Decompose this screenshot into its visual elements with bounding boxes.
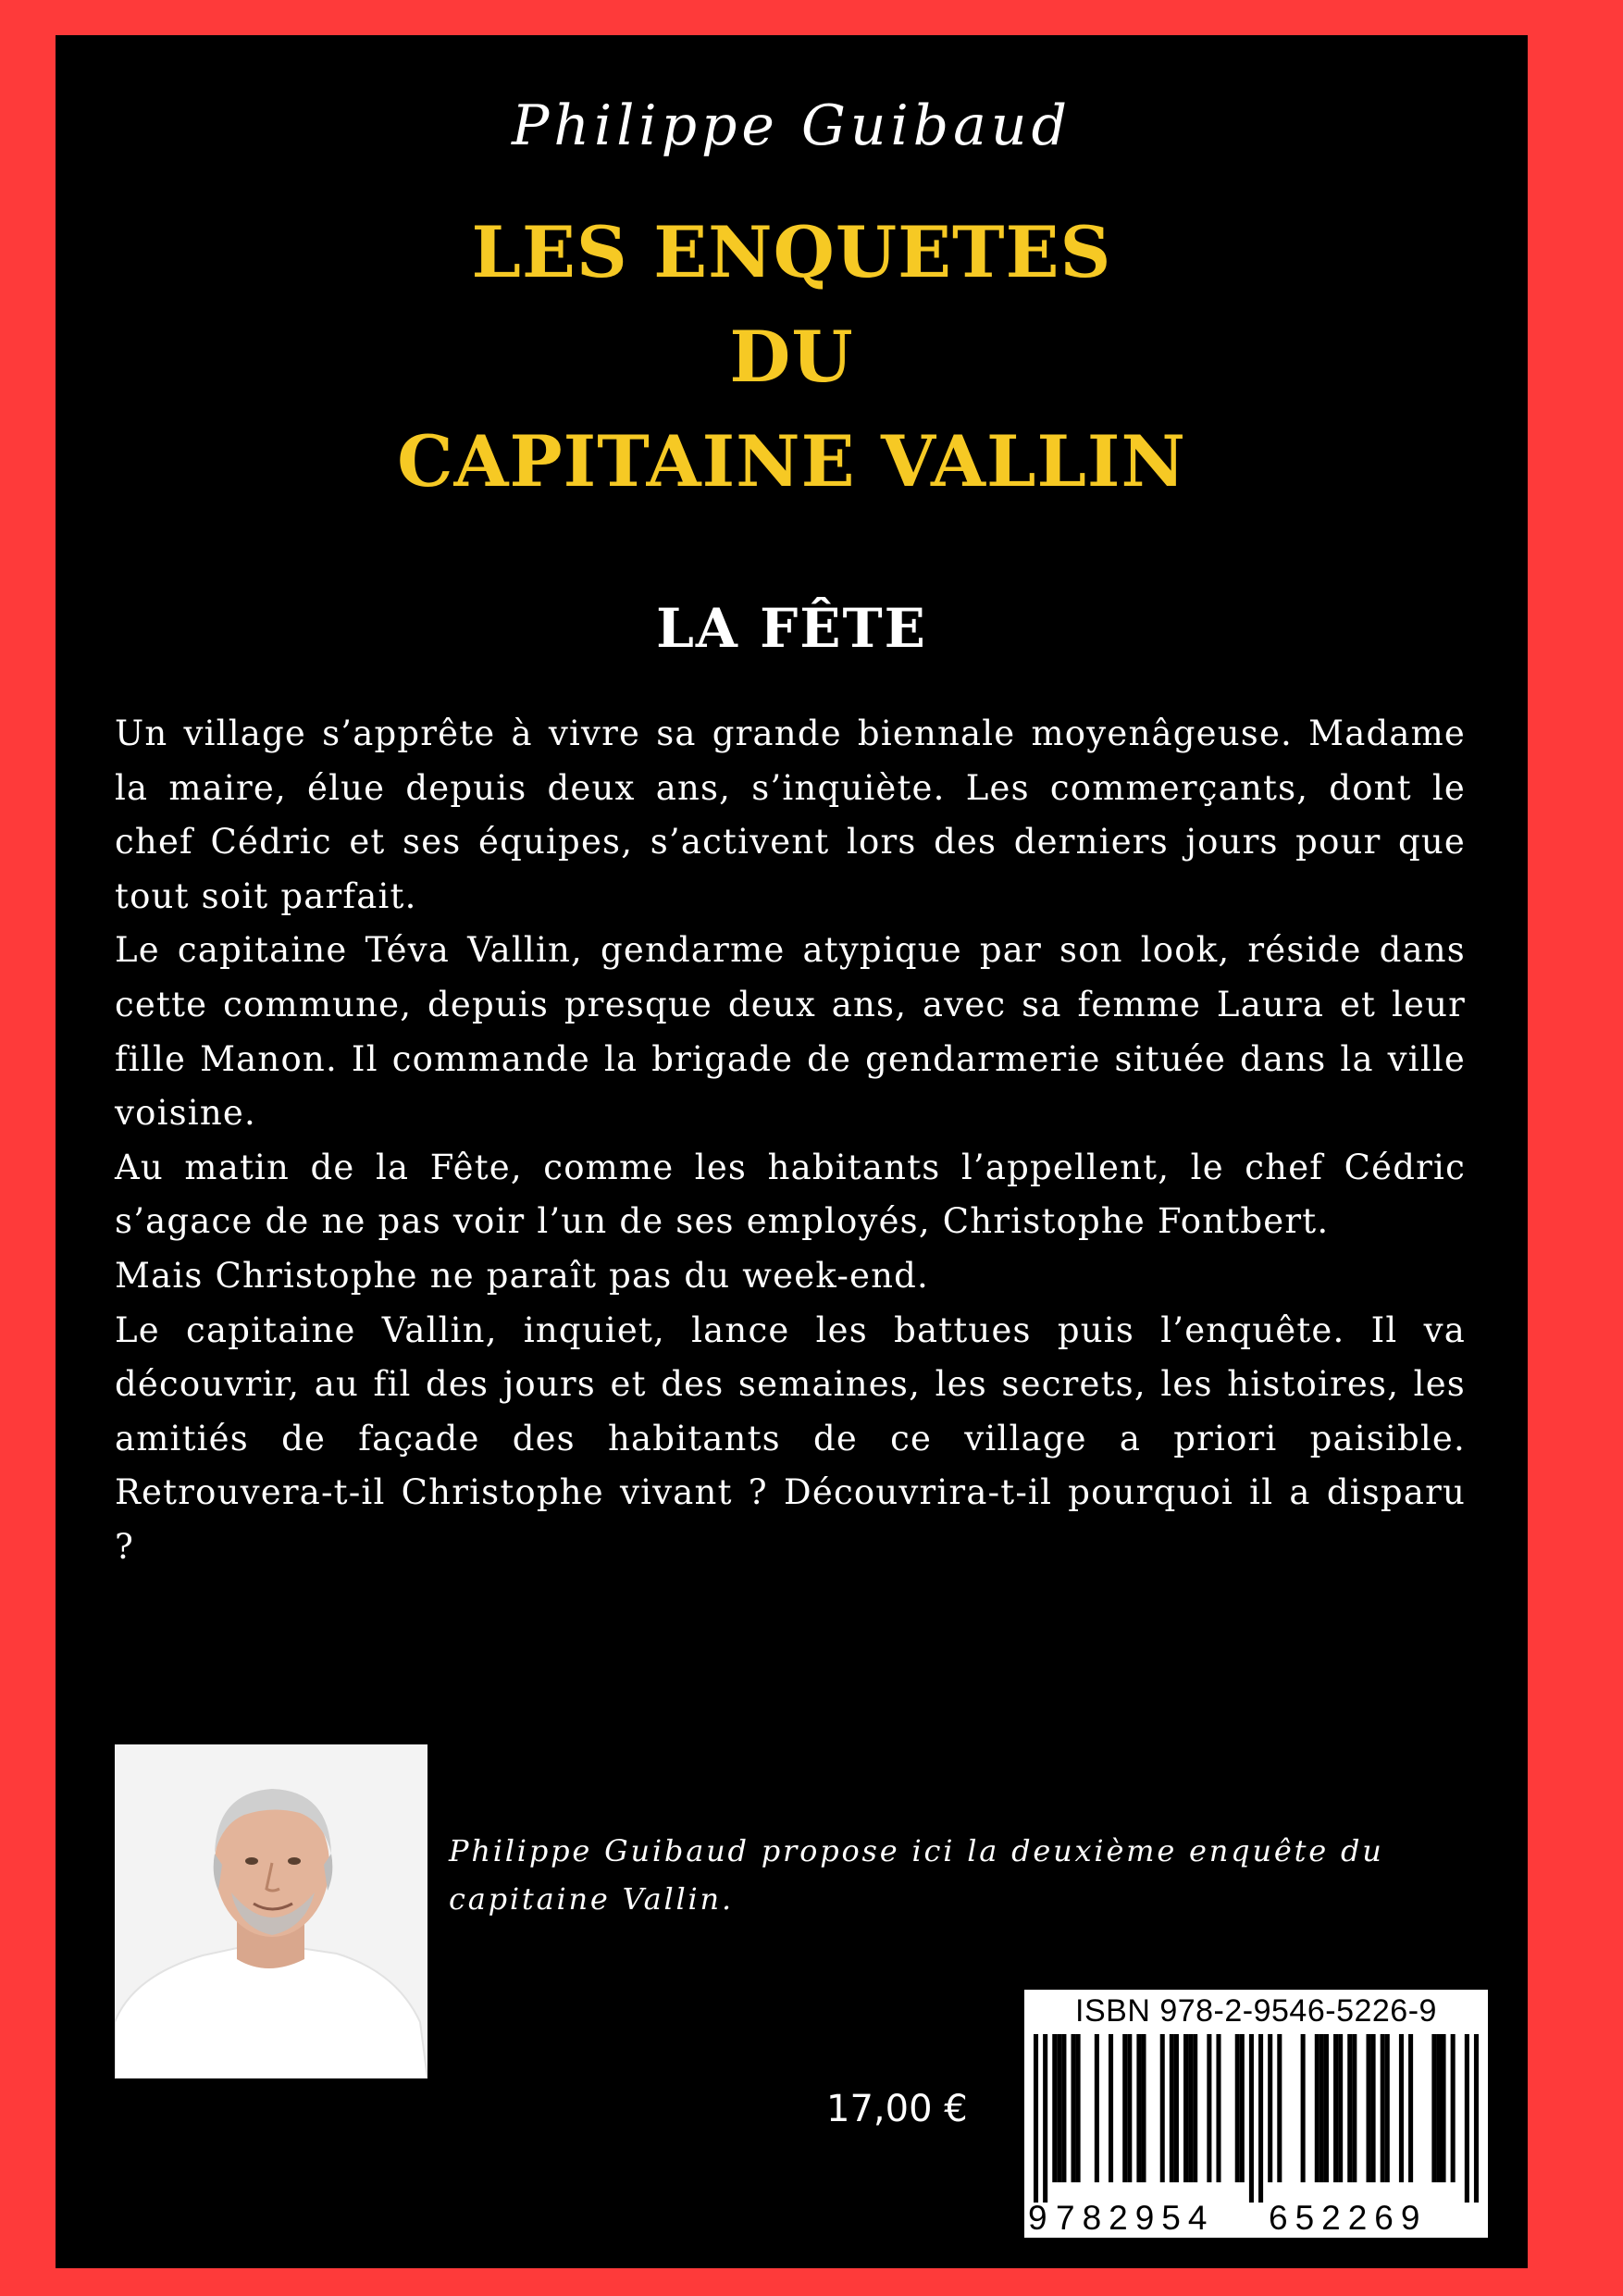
barcode-bar-8 xyxy=(1109,2034,1113,2182)
isbn-number: ISBN 978-2-9546-5226-9 xyxy=(1075,1993,1437,2029)
barcode-bar-18 xyxy=(1193,2034,1197,2182)
barcode-bar-36 xyxy=(1371,2034,1376,2182)
barcode-bar-3 xyxy=(1057,2034,1061,2182)
barcode-bar-12 xyxy=(1141,2034,1146,2182)
barcode-bar-26 xyxy=(1277,2034,1282,2182)
barcode-bar-1 xyxy=(1043,2034,1047,2203)
barcode-bar-5 xyxy=(1072,2034,1076,2182)
ean-left-group: 782954 xyxy=(1056,2199,1215,2237)
series-title-line-2: DU xyxy=(729,316,854,398)
barcode-bar-33 xyxy=(1347,2034,1352,2182)
barcode-bar-42 xyxy=(1436,2034,1441,2182)
barcode-bar-46 xyxy=(1474,2034,1479,2203)
barcode-bar-23 xyxy=(1249,2034,1254,2203)
barcode-bar-9 xyxy=(1122,2034,1127,2182)
author-photo xyxy=(115,1744,427,2079)
barcode-bar-29 xyxy=(1319,2034,1324,2182)
synopsis-paragraph-5: Le capitaine Vallin, inquiet, lance les battues puis l’enquête. Il va découvrir, au fil des jours et des semaines, les secrets, les histoires, les amitiés de façade des habitants de ce village a priori paisible. Retrouvera-t-il Christophe vivant ? Découvrira-t-il pourquoi il a disparu ? xyxy=(115,1309,1466,1567)
barcode-bar-0 xyxy=(1034,2034,1038,2203)
ean-right-group: 652269 xyxy=(1269,2199,1428,2237)
barcode-bar-27 xyxy=(1301,2034,1306,2182)
author-name: Philippe Guibaud xyxy=(512,93,1072,158)
barcode-bar-4 xyxy=(1061,2034,1066,2182)
barcode-bars xyxy=(1034,2034,1479,2203)
barcode-bar-44 xyxy=(1451,2034,1456,2182)
isbn-barcode xyxy=(1024,1990,1488,2238)
ean-first-digit: 9 xyxy=(1028,2199,1055,2237)
barcode-bar-22 xyxy=(1240,2034,1245,2182)
barcode-bar-15 xyxy=(1174,2034,1179,2182)
back-cover xyxy=(56,35,1528,2268)
barcode-bar-19 xyxy=(1207,2034,1211,2182)
series-title-line-3: CAPITAINE VALLIN xyxy=(397,420,1186,503)
barcode-bar-16 xyxy=(1183,2034,1188,2182)
barcode-bar-7 xyxy=(1095,2034,1099,2182)
barcode-bar-21 xyxy=(1235,2034,1240,2182)
barcode-bar-30 xyxy=(1324,2034,1329,2182)
barcode-bar-25 xyxy=(1268,2034,1272,2182)
barcode-bar-35 xyxy=(1366,2034,1370,2182)
barcode-bar-6 xyxy=(1076,2034,1081,2182)
barcode-bar-11 xyxy=(1136,2034,1141,2182)
barcode-bar-45 xyxy=(1465,2034,1469,2203)
synopsis xyxy=(115,707,1466,1575)
barcode-bar-32 xyxy=(1338,2034,1343,2182)
barcode-bar-20 xyxy=(1216,2034,1220,2182)
series-title-line-1: LES ENQUETES xyxy=(471,211,1112,293)
author-bio: Philippe Guibaud propose ici la deuxième enquête du capitaine Vallin. xyxy=(449,1833,1384,1917)
barcode-bar-37 xyxy=(1381,2034,1385,2182)
synopsis-paragraph-2: Le capitaine Téva Vallin, gendarme atypique par son look, réside dans cette commune, depuis presque deux ans, avec sa femme Laura et leur fille Manon. Il commande la brigade de gendarmerie située dans la ville voisine. xyxy=(115,930,1466,1134)
barcode-bar-2 xyxy=(1052,2034,1057,2182)
barcode-bar-41 xyxy=(1431,2034,1436,2182)
synopsis-paragraph-3: Au matin de la Fête, comme les habitants l’appellent, le chef Cédric s’agace de ne pas voir l’un de ses employés, Christophe Fontbert. xyxy=(115,1147,1466,1242)
barcode-bar-13 xyxy=(1160,2034,1165,2182)
synopsis-paragraph-4: Mais Christophe ne paraît pas du week-end. xyxy=(115,1255,930,1296)
barcode-bar-34 xyxy=(1352,2034,1357,2182)
barcode-bar-24 xyxy=(1258,2034,1263,2203)
price: 17,00 € xyxy=(826,2088,968,2130)
barcode-bar-28 xyxy=(1315,2034,1319,2182)
barcode-bar-40 xyxy=(1408,2034,1413,2182)
barcode-bar-43 xyxy=(1441,2034,1445,2182)
barcode-bar-17 xyxy=(1188,2034,1193,2182)
book-subtitle: LA FÊTE xyxy=(656,597,927,660)
barcode-bar-38 xyxy=(1385,2034,1390,2182)
barcode-bar-39 xyxy=(1399,2034,1404,2182)
barcode-bar-10 xyxy=(1127,2034,1132,2182)
barcode-bar-31 xyxy=(1333,2034,1338,2182)
barcode-bar-14 xyxy=(1170,2034,1174,2182)
series-title xyxy=(56,200,1528,514)
synopsis-paragraph-1: Un village s’apprête à vivre sa grande biennale moyenâgeuse. Madame la maire, élue depuis deux ans, s’inquiète. Les commerçants, dont le chef Cédric et ses équipes, s’activent lors des derniers jours pour que tout soit parfait. xyxy=(115,714,1466,916)
